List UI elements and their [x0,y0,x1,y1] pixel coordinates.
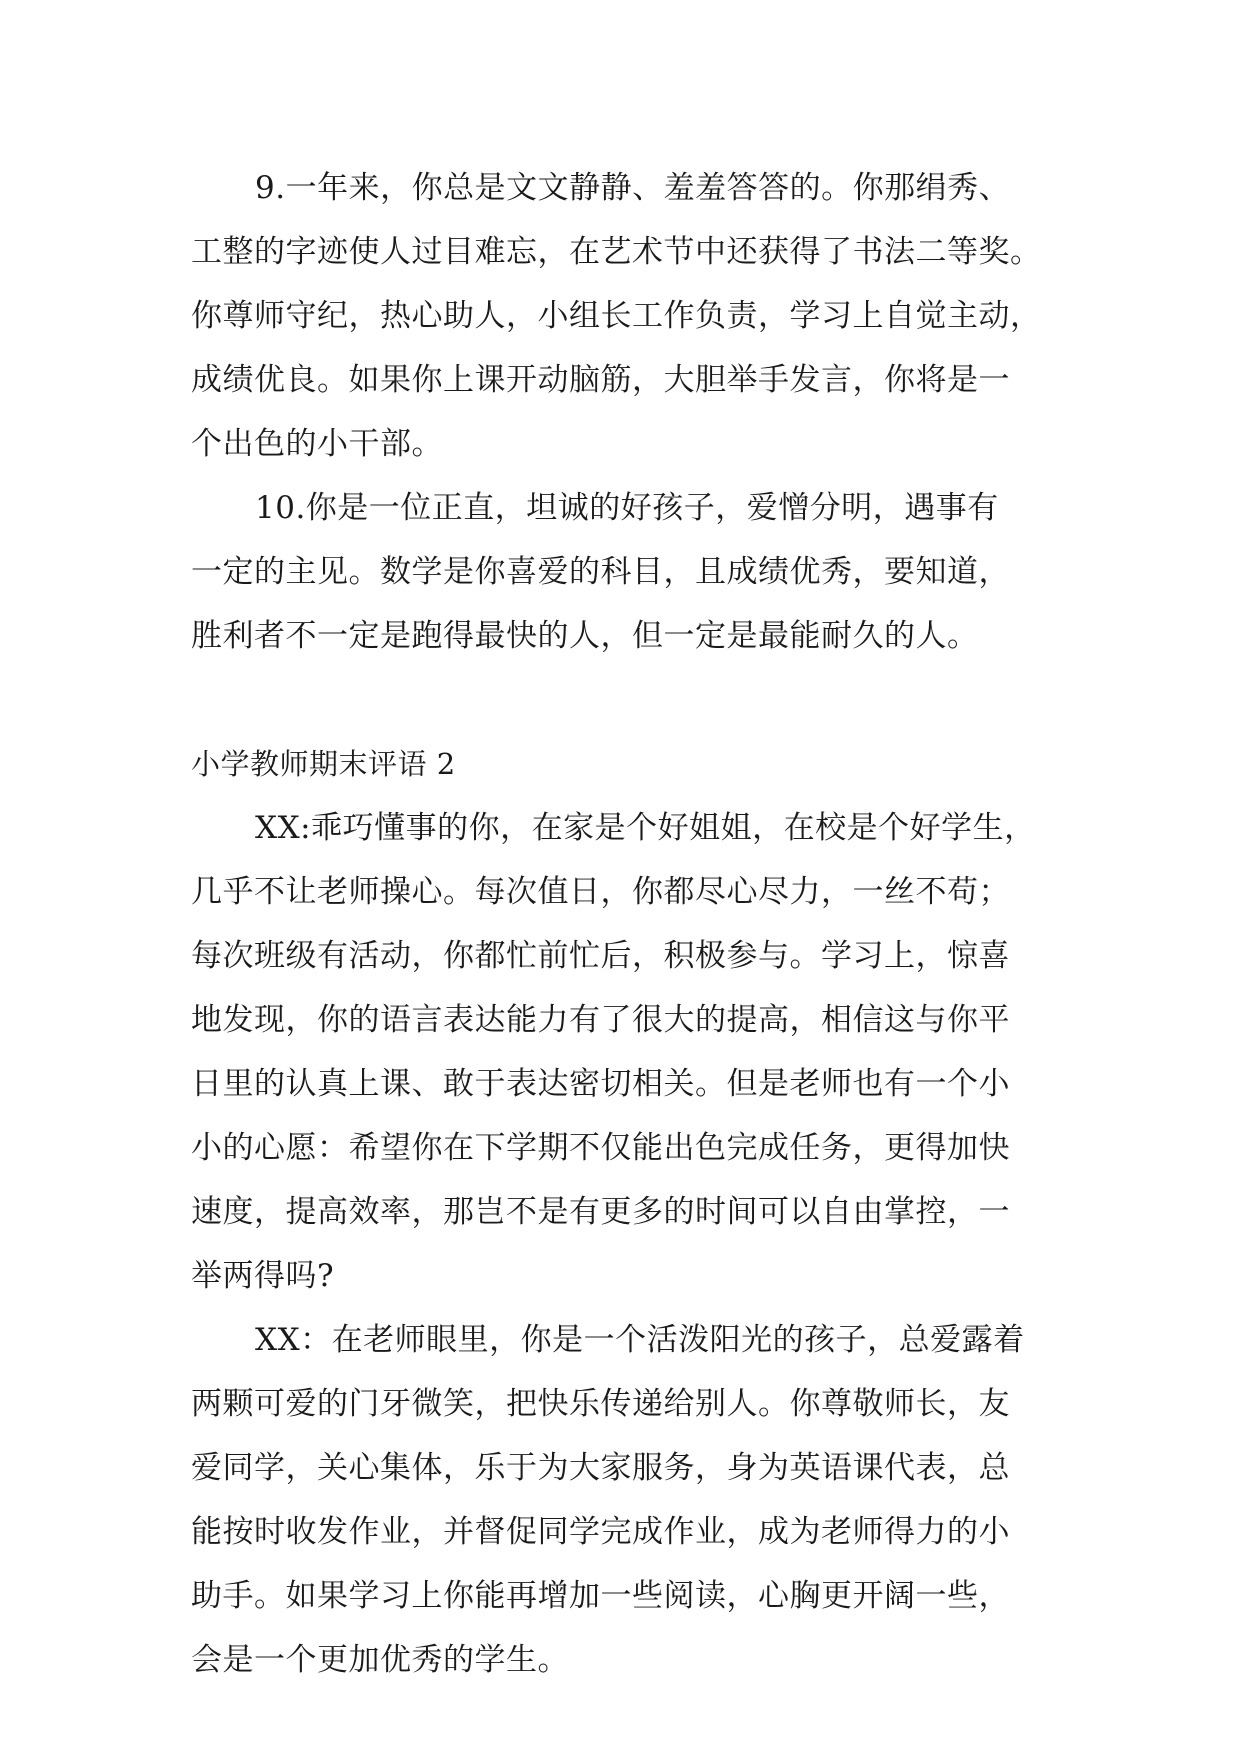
text-line: XX：在老师眼里，你是一个活泼阳光的孩子，总爱露着 [255,1322,1025,1358]
text-line: 几乎不让老师操心。每次值日，你都尽心尽力，一丝不苟； [191,874,1010,910]
text-line: 每次班级有活动，你都忙前忙后，积极参与。学习上，惊喜 [191,938,1010,974]
text-line: 爱同学，关心集体，乐于为大家服务，身为英语课代表，总 [191,1450,1010,1486]
text-line: 会是一个更加优秀的学生。 [191,1642,569,1678]
text-line: 工整的字迹使人过目难忘，在艺术节中还获得了书法二等奖。 [191,234,1042,270]
text-line: 个出色的小干部。 [191,426,443,462]
text-line: 一定的主见。数学是你喜爱的科目，且成绩优秀，要知道， [191,554,1010,590]
text-line: 速度，提高效率，那岂不是有更多的时间可以自由掌控，一 [191,1194,1010,1230]
text-line: 你尊师守纪，热心助人，小组长工作负责，学习上自觉主动， [191,298,1042,334]
text-line: 9.一年来，你总是文文静静、羞羞答答的。你那绢秀、 [255,170,1011,206]
text-line: 成绩优良。如果你上课开动脑筋，大胆举手发言，你将是一 [191,362,1010,398]
text-line: 举两得吗? [191,1258,335,1294]
text-line: 日里的认真上课、敢于表达密切相关。但是老师也有一个小 [191,1066,1010,1102]
text-line: 胜利者不一定是跑得最快的人，但一定是最能耐久的人。 [191,618,979,654]
text-line: XX:乖巧懂事的你，在家是个好姐姐，在校是个好学生， [255,810,1036,846]
text-line: 能按时收发作业，并督促同学完成作业，成为老师得力的小 [191,1514,1010,1550]
text-line: 助手。如果学习上你能再增加一些阅读，心胸更开阔一些， [191,1578,1010,1614]
text-line: 小的心愿：希望你在下学期不仅能出色完成任务，更得加快 [191,1130,1010,1166]
text-line: 地发现，你的语言表达能力有了很大的提高，相信这与你平 [191,1002,1010,1038]
text-line: 两颗可爱的门牙微笑，把快乐传递给别人。你尊敬师长，友 [191,1386,1010,1422]
section-heading: 小学教师期末评语 2 [191,747,456,781]
text-line: 10.你是一位正直，坦诚的好孩子，爱憎分明，遇事有 [255,490,999,526]
